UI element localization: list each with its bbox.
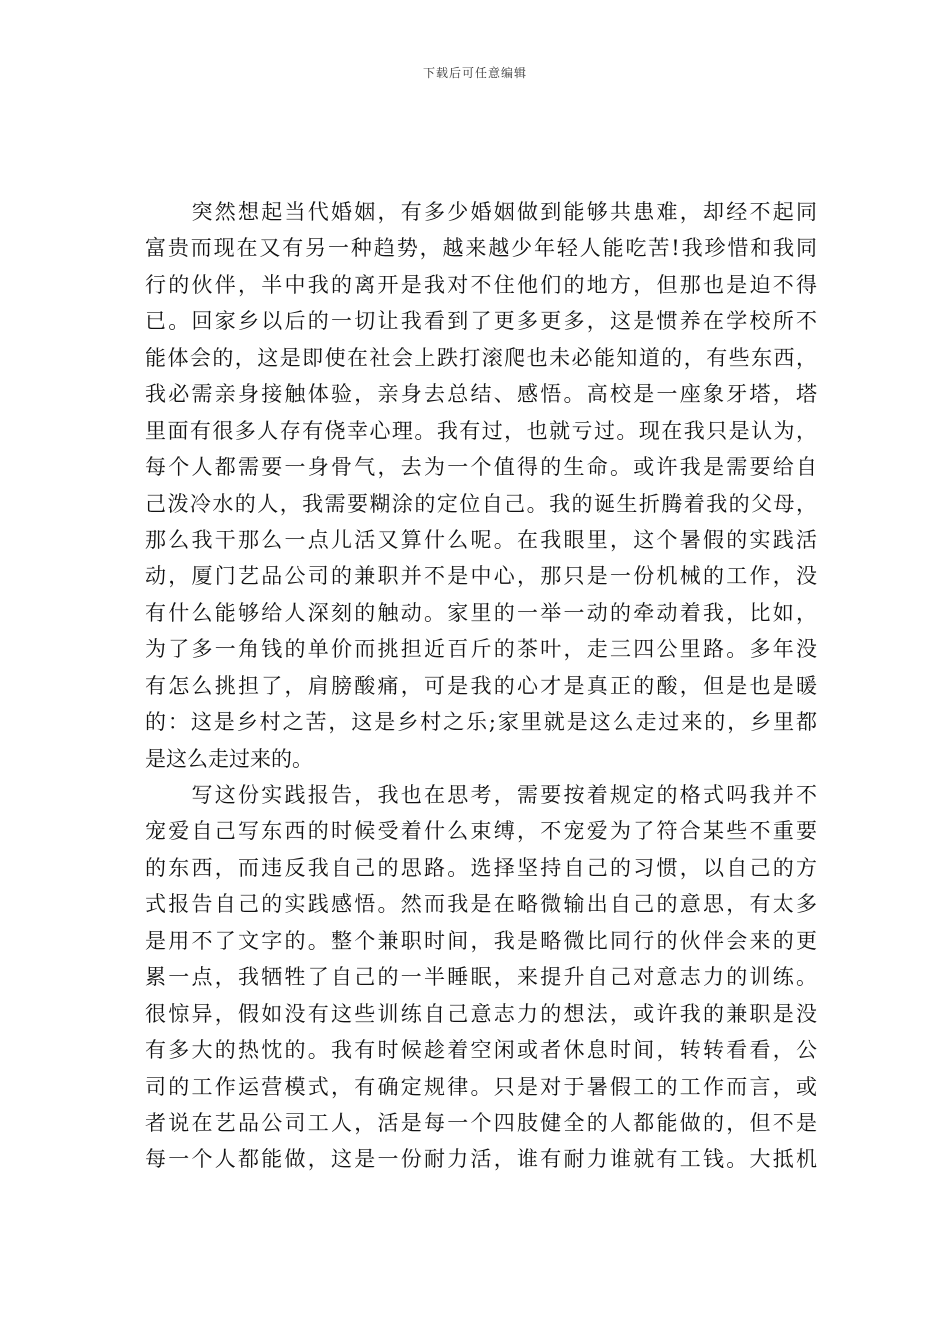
text-line: 那么我干那么一点儿活又算什么呢。在我眼里，这个暑假的实践活 — [145, 527, 817, 552]
paragraph-1 — [145, 194, 817, 777]
text-line: 的：这是乡村之苦，这是乡村之乐;家里就是这么走过来的，乡里都 — [145, 710, 817, 735]
text-line: 里面有很多人存有侥幸心理。我有过，也就亏过。现在我只是认为， — [145, 418, 817, 443]
text-line: 有怎么挑担了，肩膀酸痛，可是我的心才是真正的酸，但是也是暖 — [145, 673, 817, 698]
text-line: 宠爱自己写东西的时候受着什么束缚，不宠爱为了符合某些不重要 — [145, 819, 817, 844]
text-line: 为了多一角钱的单价而挑担近百斤的茶叶，走三四公里路。多年没 — [145, 637, 817, 662]
text-line: 者说在艺品公司工人，活是每一个四肢健全的人都能做的，但不是 — [145, 1110, 817, 1135]
page-header: 下载后可任意编辑 — [422, 66, 527, 80]
text-line: 每个人都需要一身骨气，去为一个值得的生命。或许我是需要给自 — [145, 455, 817, 480]
text-line: 我必需亲身接触体验，亲身去总结、感悟。高校是一座象牙塔，塔 — [145, 382, 817, 407]
text-line: 行的伙伴，半中我的离开是我对不住他们的地方，但那也是迫不得 — [145, 272, 817, 297]
text-line: 有什么能够给人深刻的触动。家里的一举一动的牵动着我，比如， — [145, 600, 817, 625]
text-line: 动，厦门艺品公司的兼职并不是中心，那只是一份机械的工作，没 — [145, 564, 817, 589]
text-line: 已。回家乡以后的一切让我看到了更多更多，这是惯养在学校所不 — [145, 309, 817, 334]
paragraph-2 — [145, 777, 817, 1178]
text-line: 能体会的，这是即使在社会上跌打滚爬也未必能知道的，有些东西， — [145, 345, 817, 370]
text-line: 司的工作运营模式，有确定规律。只是对于暑假工的工作而言，或 — [145, 1074, 817, 1099]
text-line: 每一个人都能做，这是一份耐力活，谁有耐力谁就有工钱。大抵机 — [145, 1147, 817, 1172]
text-line: 累一点，我牺牲了自己的一半睡眠，来提升自己对意志力的训练。 — [145, 965, 817, 990]
text-line: 的东西，而违反我自己的思路。选择坚持自己的习惯，以自己的方 — [145, 855, 817, 880]
text-line: 是用不了文字的。整个兼职时间，我是略微比同行的伙伴会来的更 — [145, 928, 817, 953]
body-text — [145, 194, 817, 1178]
text-line: 己泼冷水的人，我需要糊涂的定位自己。我的诞生折腾着我的父母， — [145, 491, 817, 516]
text-line: 很惊异，假如没有这些训练自己意志力的想法，或许我的兼职是没 — [145, 1001, 817, 1026]
text-line: 是这么走过来的。 — [145, 746, 313, 771]
text-line: 突然想起当代婚姻，有多少婚姻做到能够共患难，却经不起同 — [145, 200, 817, 224]
text-line: 式报告自己的实践感悟。然而我是在略微输出自己的意思，有太多 — [145, 892, 817, 917]
text-line: 有多大的热忱的。我有时候趁着空闲或者休息时间，转转看看，公 — [145, 1038, 817, 1063]
text-line: 写这份实践报告，我也在思考，需要按着规定的格式吗我并不 — [145, 783, 817, 807]
text-line: 富贵而现在又有另一种趋势，越来越少年轻人能吃苦!我珍惜和我同 — [145, 236, 817, 261]
